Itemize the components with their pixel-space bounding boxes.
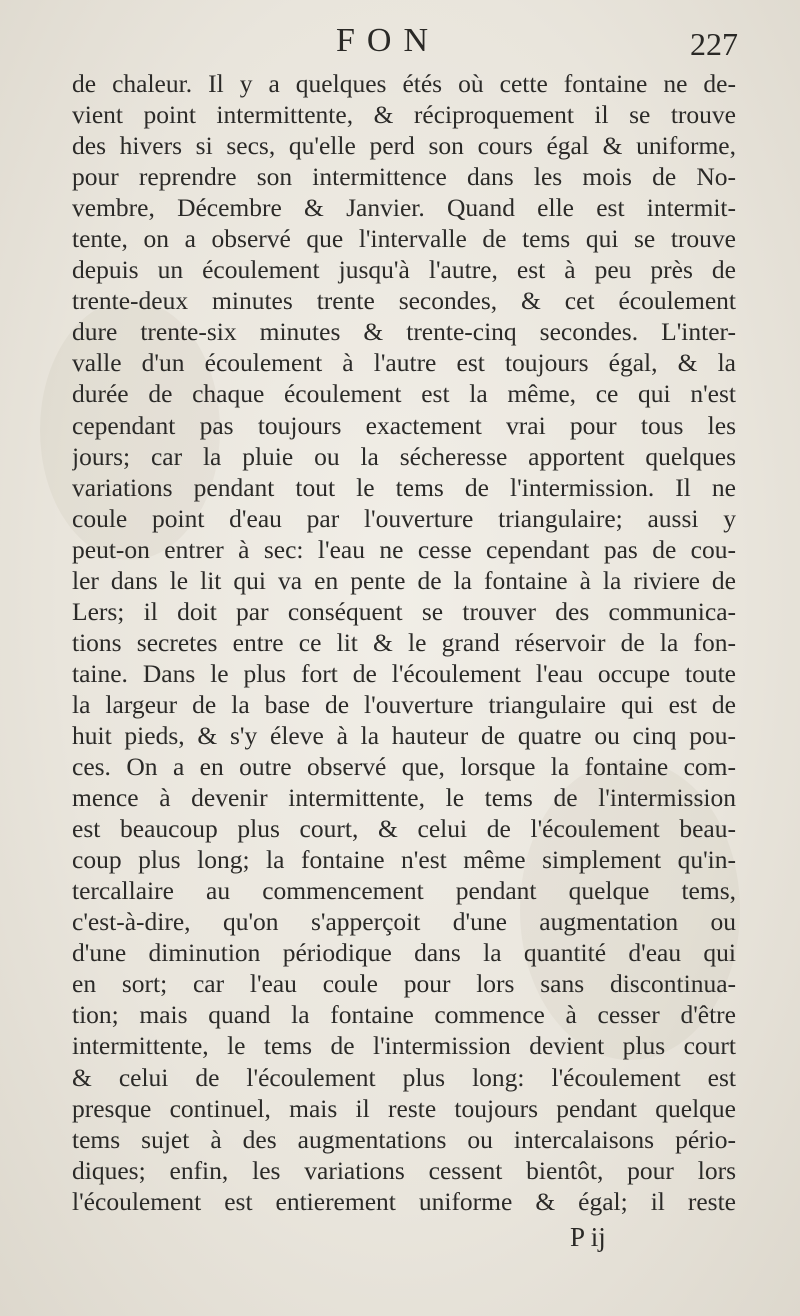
text-line: dure trente-six minutes & trente-cinq secondes. L'inter- xyxy=(72,317,736,347)
text-line: pour reprendre son intermittence dans les mois de No- xyxy=(72,162,736,192)
text-line: est beaucoup plus court, & celui de l'écoulement beau- xyxy=(72,814,736,844)
text-line: coup plus long; la fontaine n'est même simplement qu'in- xyxy=(72,845,736,875)
text-line: ces. On a en outre observé que, lorsque la fontaine com- xyxy=(72,752,736,782)
page-number: 227 xyxy=(690,26,738,62)
text-line: valle d'un écoulement à l'autre est toujours égal, & la xyxy=(72,348,736,378)
text-line: Lers; il doit par conséquent se trouver des communica- xyxy=(72,596,736,626)
running-head xyxy=(0,22,800,68)
text-line: tems sujet à des augmentations ou intercalaisons pério- xyxy=(72,1124,736,1154)
text-line: c'est-à-dire, qu'on s'apperçoit d'une augmentation ou xyxy=(72,907,736,937)
text-line: diques; enfin, les variations cessent bientôt, pour lors xyxy=(72,1155,736,1185)
text-line: peut-on entrer à sec: l'eau ne cesse cependant pas de cou- xyxy=(72,534,736,564)
text-line: intermittente, le tems de l'intermission devient plus court xyxy=(72,1031,736,1061)
text-line: l'écoulement est entierement uniforme & égal; il reste xyxy=(72,1186,736,1216)
signature-mark: P ij xyxy=(570,1222,606,1252)
text-line: ler dans le lit qui va en pente de la fontaine à la riviere de xyxy=(72,565,736,595)
text-line: tercallaire au commencement pendant quelque tems, xyxy=(72,876,736,906)
text-line: coule point d'eau par l'ouverture triangulaire; aussi y xyxy=(72,503,736,533)
text-line: taine. Dans le plus fort de l'écoulement l'eau occupe toute xyxy=(72,658,736,688)
text-line: la largeur de la base de l'ouverture triangulaire qui est de xyxy=(72,689,736,719)
text-line: tion; mais quand la fontaine commence à cesser d'être xyxy=(72,1000,736,1030)
running-head-title: FON xyxy=(336,22,441,59)
text-line: cependant pas toujours exactement vrai pour tous les xyxy=(72,410,736,440)
body-text xyxy=(72,68,736,1217)
text-line: presque continuel, mais il reste toujours pendant quelque xyxy=(72,1093,736,1123)
text-line: vembre, Décembre & Janvier. Quand elle est intermit- xyxy=(72,193,736,223)
text-line: trente-deux minutes trente secondes, & cet écoulement xyxy=(72,286,736,316)
text-line: & celui de l'écoulement plus long: l'écoulement est xyxy=(72,1062,736,1092)
text-line: tente, on a observé que l'intervalle de tems qui se trouve xyxy=(72,224,736,254)
text-line: jours; car la pluie ou la sécheresse apportent quelques xyxy=(72,441,736,471)
text-line: tions secretes entre ce lit & le grand réservoir de la fon- xyxy=(72,627,736,657)
text-line: depuis un écoulement jusqu'à l'autre, est à peu près de xyxy=(72,255,736,285)
text-line: durée de chaque écoulement est la même, ce qui n'est xyxy=(72,379,736,409)
text-line: d'une diminution périodique dans la quantité d'eau qui xyxy=(72,938,736,968)
text-line: mence à devenir intermittente, le tems de l'intermission xyxy=(72,783,736,813)
text-line: variations pendant tout le tems de l'intermission. Il ne xyxy=(72,472,736,502)
text-line: des hivers si secs, qu'elle perd son cours égal & uniforme, xyxy=(72,131,736,161)
text-line: huit pieds, & s'y éleve à la hauteur de quatre ou cinq pou- xyxy=(72,720,736,750)
text-line: de chaleur. Il y a quelques étés où cette fontaine ne de- xyxy=(72,69,736,98)
text-line: en sort; car l'eau coule pour lors sans discontinua- xyxy=(72,969,736,999)
text-line: vient point intermittente, & réciproquement il se trouve xyxy=(72,100,736,130)
